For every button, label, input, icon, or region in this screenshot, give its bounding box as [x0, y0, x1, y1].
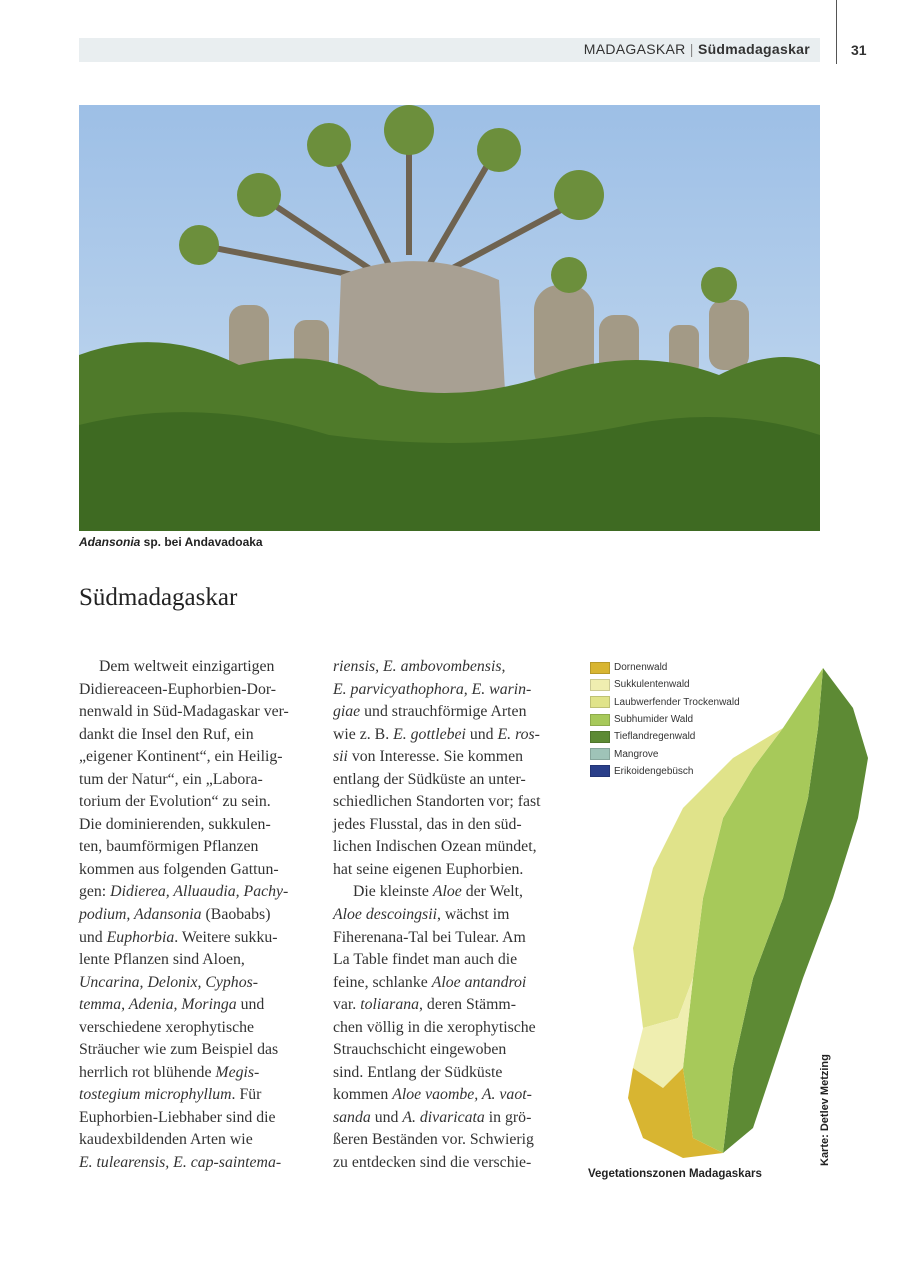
text-line: [333, 1152, 583, 1175]
text: Dem weltweit einzigartigen: [99, 658, 275, 675]
text-column-2: [333, 656, 583, 1175]
italic-text: sanda: [333, 1108, 371, 1126]
text: gen:: [79, 883, 111, 901]
text: verschiedene xerophytische: [79, 1018, 255, 1036]
text-line: [79, 1062, 329, 1085]
map-credit: Karte: Detlev Metzing: [819, 1054, 831, 1166]
map-legend: [590, 659, 740, 780]
header-separator: |: [689, 41, 694, 57]
text-line: [79, 1107, 329, 1130]
text: Die dominierenden, sukkulen-: [79, 815, 271, 833]
italic-text: toliarana: [360, 996, 420, 1014]
text: . Weitere sukku-: [174, 928, 278, 946]
caption-location: sp. bei Andavadoaka: [140, 535, 263, 549]
legend-swatch: [590, 696, 610, 708]
text: und: [236, 996, 265, 1014]
text: Fiherenana-Tal bei Tulear. Am: [333, 928, 526, 946]
text: und strauchförmige Arten: [360, 703, 527, 721]
legend-item: [590, 659, 740, 676]
text-line: [79, 679, 329, 702]
text-line: [79, 972, 329, 995]
text-line: [333, 1017, 583, 1040]
italic-text: sii: [333, 748, 348, 766]
text: Die kleinste: [353, 883, 433, 901]
text-line: [79, 1017, 329, 1040]
text: sind. Entlang der Südküste: [333, 1063, 503, 1081]
text: dankt die Insel den Ruf, ein: [79, 725, 254, 743]
text: kommen: [333, 1086, 393, 1104]
text: nenwald in Süd-Madagaskar ver-: [79, 703, 289, 721]
text: Didiereaceen-Euphorbien-Dor-: [79, 680, 277, 698]
text-line: [79, 949, 329, 972]
text: torium der Evolution“ zu sein.: [79, 793, 271, 811]
text-line: [333, 1039, 583, 1062]
italic-text: E. ros-: [497, 725, 540, 743]
italic-text: giae: [333, 703, 361, 721]
header-text: [584, 41, 810, 57]
text: herrlich rot blühende: [79, 1063, 216, 1081]
legend-label: Erikoidengebüsch: [614, 765, 694, 777]
text-line: [79, 724, 329, 747]
text-line: [79, 994, 329, 1017]
text-line: [333, 1062, 583, 1085]
text-line: [333, 949, 583, 972]
legend-swatch: [590, 748, 610, 760]
map-caption: Vegetationszonen Madagaskars: [588, 1168, 762, 1180]
text: lente Pflanzen sind Aloen,: [79, 951, 245, 969]
text-column-1: [79, 656, 329, 1175]
section-title: Südmadagaskar: [79, 584, 238, 611]
text-line: [79, 927, 329, 950]
text-line: [79, 1129, 329, 1152]
text-line: [79, 1152, 329, 1175]
text-line: [333, 881, 583, 904]
page-number: 31: [851, 42, 867, 58]
caption-species: Adansonia: [79, 535, 141, 549]
text: wie z. B.: [333, 725, 394, 743]
italic-text: riensis, E. ambovombensis,: [333, 658, 506, 675]
italic-text: tostegium microphyllum: [79, 1086, 232, 1104]
legend-label: Laubwerfender Trockenwald: [614, 696, 740, 708]
text: der Welt,: [461, 883, 523, 901]
text-line: [333, 994, 583, 1017]
italic-text: temma, Adenia, Moringa: [79, 996, 237, 1014]
text: . Für: [231, 1086, 262, 1104]
text-line: [79, 814, 329, 837]
text: und: [79, 928, 107, 946]
legend-swatch: [590, 765, 610, 777]
text: chen völlig in die xerophytische: [333, 1018, 536, 1036]
text-line: [333, 679, 583, 702]
italic-text: Didierea, Alluaudia, Pachy-: [110, 883, 289, 901]
photo-caption: [79, 535, 263, 549]
text-line: [79, 904, 329, 927]
text: zu entdecken sind die verschie-: [333, 1154, 532, 1172]
legend-swatch: [590, 662, 610, 674]
italic-text: Aloe vaombe, A. vaot-: [392, 1086, 532, 1104]
legend-label: Dornenwald: [614, 662, 668, 674]
italic-text: A. divaricata: [402, 1108, 485, 1126]
legend-swatch: [590, 731, 610, 743]
text: Sträucher wie zum Beispiel das: [79, 1041, 279, 1059]
text-line: [333, 791, 583, 814]
text: ßeren Beständen vor. Schwierig: [333, 1131, 534, 1149]
italic-text: E. tulearensis, E. cap-saintema-: [79, 1154, 282, 1172]
text: kaudexbildenden Arten wie: [79, 1131, 253, 1149]
text: , wächst im: [436, 906, 510, 924]
legend-item: [590, 694, 740, 711]
italic-text: E. parvicyathophora, E. warin-: [333, 680, 532, 698]
text: var.: [333, 996, 361, 1014]
text-line: [333, 701, 583, 724]
text: schiedlichen Standorten vor; fast: [333, 793, 541, 811]
text: (Baobabs): [201, 906, 271, 924]
text-line: [79, 1039, 329, 1062]
text: und: [370, 1108, 403, 1126]
italic-text: Megis-: [215, 1063, 260, 1081]
legend-swatch: [590, 714, 610, 726]
legend-item: [590, 745, 740, 762]
text-line: [79, 1084, 329, 1107]
text-line: [333, 972, 583, 995]
text-line: [333, 927, 583, 950]
text-line: [79, 836, 329, 859]
italic-text: Aloe antandroi: [431, 973, 527, 991]
text: Strauchschicht eingewoben: [333, 1041, 507, 1059]
text-line: [333, 724, 583, 747]
text: jedes Flusstal, das in den süd-: [333, 815, 522, 833]
text-line: [333, 769, 583, 792]
text: lichen Indischen Ozean mündet,: [333, 838, 537, 856]
text-line: [79, 701, 329, 724]
margin-rule: [836, 0, 837, 64]
legend-label: Mangrove: [614, 748, 659, 760]
text-line: [333, 836, 583, 859]
italic-text: Euphorbia: [106, 928, 175, 946]
text: feine, schlanke: [333, 973, 432, 991]
text: und: [465, 725, 498, 743]
text-line: [333, 859, 583, 882]
text-line: [79, 791, 329, 814]
legend-item: [590, 711, 740, 728]
text: , deren Stämm-: [419, 996, 516, 1014]
text: La Table findet man auch die: [333, 951, 518, 969]
text: „eigener Kontinent“, ein Heilig-: [79, 748, 283, 766]
header-section: MADAGASKAR: [583, 41, 686, 57]
italic-text: podium, Adansonia: [79, 906, 202, 924]
text-line: [333, 746, 583, 769]
text: entlang der Südküste an unter-: [333, 770, 526, 788]
legend-swatch: [590, 679, 610, 691]
italic-text: Aloe descoingsii: [333, 906, 437, 924]
text-line: [333, 1129, 583, 1152]
legend-item: [590, 676, 740, 693]
legend-label: Tieflandregenwald: [614, 731, 696, 743]
italic-text: Uncarina, Delonix, Cyphos-: [79, 973, 259, 991]
text-line: [333, 1084, 583, 1107]
text-line: [333, 814, 583, 837]
text: kommen aus folgenden Gattun-: [79, 860, 279, 878]
text-line: [333, 656, 583, 679]
text-line: [79, 746, 329, 769]
text-line: [79, 656, 329, 679]
text-line: [333, 1107, 583, 1130]
legend-item: [590, 763, 740, 780]
text: Euphorbien-Liebhaber sind die: [79, 1108, 276, 1126]
text-line: [79, 881, 329, 904]
italic-text: E. gottlebei: [393, 725, 466, 743]
legend-label: Subhumider Wald: [614, 714, 694, 726]
text-line: [79, 859, 329, 882]
text: hat seine eigenen Euphorbien.: [333, 860, 524, 878]
running-header: [79, 38, 820, 62]
text: ten, baumförmigen Pflanzen: [79, 838, 259, 856]
italic-text: Aloe: [432, 883, 462, 901]
text-line: [333, 904, 583, 927]
text: tum der Natur“, ein „Labora-: [79, 770, 263, 788]
text: in grö-: [484, 1108, 532, 1126]
legend-label: Sukkulentenwald: [614, 679, 690, 691]
text: von Interesse. Sie kommen: [347, 748, 523, 766]
text-line: [79, 769, 329, 792]
legend-item: [590, 728, 740, 745]
baobab-photo: [79, 105, 820, 531]
header-subsection: Südmadagaskar: [697, 41, 810, 57]
